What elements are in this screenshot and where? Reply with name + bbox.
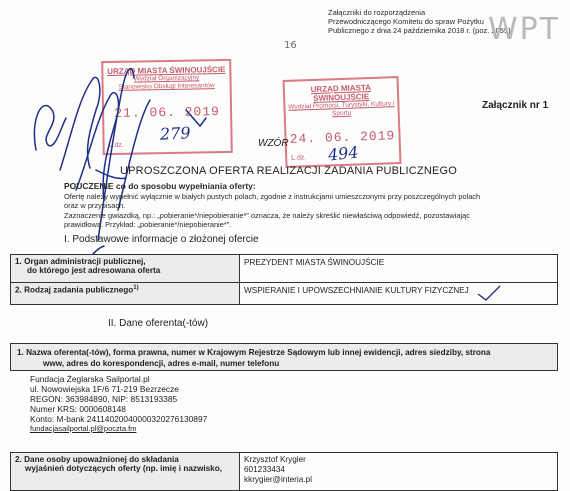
task-type-value-field[interactable]: WSPIERANIE I UPOWSZECHNIANIE KULTURY FIZYCZNEJ (240, 283, 558, 305)
regulation-line-1: Załączniki do rozporządzenia (328, 8, 426, 17)
row-label (11, 283, 240, 305)
basic-info-table (10, 254, 558, 305)
signature-stroke-2 (60, 77, 100, 170)
handwritten-494: 494 (327, 142, 360, 165)
offeror-header-line-1: 1. Nazwa oferenta(-tów), forma prawna, numer w Krajowym Rejestrze Sądowym lub innej ewidencji, adres siedziby, strona (17, 348, 491, 357)
instructions-line-4: prawidłową. Przykład: „pobieranie*/niepobieranie*”. (64, 220, 232, 230)
handwritten-wpt: WPT (488, 12, 561, 47)
section-2-heading: II. Dane oferenta(-tów) (108, 318, 209, 329)
document-title: UPROSZCZONA OFERTA REALIZACJI ZADANIA PUBLICZNEGO (120, 165, 458, 177)
stamp-date: 21. 06. 2019 (114, 104, 221, 121)
offeror-header-row (10, 343, 558, 371)
stamp-date: 24. 06. 2019 (289, 128, 396, 147)
contact-label-line-1: 2. Dane osoby upoważnionej do składania (15, 455, 179, 464)
foundation-name: Fundacja Żeglarska Sailportal.pl (30, 374, 150, 384)
stamp-ldz: L.dz. (108, 141, 124, 150)
table-row (11, 283, 558, 305)
table-row (11, 255, 558, 283)
contact-person-table (10, 452, 558, 491)
stamp-office: URZĄD MIASTA ŚWINOUJŚCIE (310, 82, 372, 103)
instructions-line-2: oraz w przypisach. (64, 201, 126, 211)
contact-email: kkrygier@interia.pl (244, 475, 312, 484)
signature-stroke-1 (34, 106, 66, 150)
regulation-line-3: Publicznego z dnia 24 października 2018 r. (poz. 2055) (328, 26, 511, 35)
annex-label: Załącznik nr 1 (482, 100, 549, 111)
foundation-krs: Numer KRS: 0000608148 (30, 404, 126, 414)
row-label (11, 255, 240, 283)
instructions-heading: POUCZENIE co do sposobu wypełniania oferty: (64, 181, 256, 191)
regulation-line-2: Przewodniczącego Komitetu do spraw Pożytku (328, 17, 484, 26)
contact-phone: 601233434 (244, 465, 285, 474)
footnote-marker: 1) (133, 285, 139, 291)
stamp-department: Wydział Organizacyjny (133, 74, 200, 83)
offeror-details-field[interactable] (30, 374, 207, 434)
foundation-email: fundacjasailportal.pl@poczta.fm (30, 424, 137, 433)
organ-value-field[interactable]: PREZYDENT MIASTA ŚWINOUJŚCIE (240, 255, 558, 283)
stamp-office: URZĄD MIASTA ŚWINOUJŚCIE (107, 64, 226, 77)
instructions-line-3: Zaznaczenie gwiazdką, np.: „pobieranie*/niepobieranie*” oznacza, że należy skreślić niewłaściwą odpowiedź, pozostawiając (64, 210, 470, 220)
stamp-department: Wydział Promocji, Turystyki, Kultury i Sportu (288, 100, 395, 118)
section-1-heading: I. Podstawowe informacje o złożonej ofercie (64, 234, 259, 245)
offeror-header-line-2: www, adres do korespondencji, adres e-mail, numer telefonu (43, 359, 280, 368)
wzor-label: WZÓR (258, 138, 289, 149)
stamp-ldz: L.dz. (291, 154, 307, 162)
contact-label-line-2: wyjaśnień dotyczących oferty (np. imię i nazwisko, (25, 464, 223, 473)
task-type-label: 2. Rodzaj zadania publicznego (15, 285, 134, 295)
foundation-account: Konto: M-bank 24114020040000320276130897 (30, 414, 208, 424)
contact-name: Krzysztof Krygier (244, 455, 306, 464)
stamp-desk: Stanowisko Obsługi Interesantów (118, 82, 215, 91)
instructions-block (64, 182, 534, 230)
handwritten-279: 279 (159, 123, 192, 144)
foundation-address: ul. Nowowiejska 1F/6 71-219 Bezrzecze (30, 384, 179, 394)
handwritten-16: 16 (284, 40, 297, 51)
organ-label-line-1: 1. Organ administracji publicznej, (15, 257, 146, 266)
foundation-regon: REGON: 363984890, NIP: 8513193385 (30, 394, 178, 404)
organ-label-line-2: do którego jest adresowana oferta (27, 266, 161, 275)
instructions-line-1: Ofertę należy wypełnić wyłącznie w białych pustych polach, zgodnie z instrukcjami umieszczonymi przy poszczególnych polach (64, 191, 481, 201)
